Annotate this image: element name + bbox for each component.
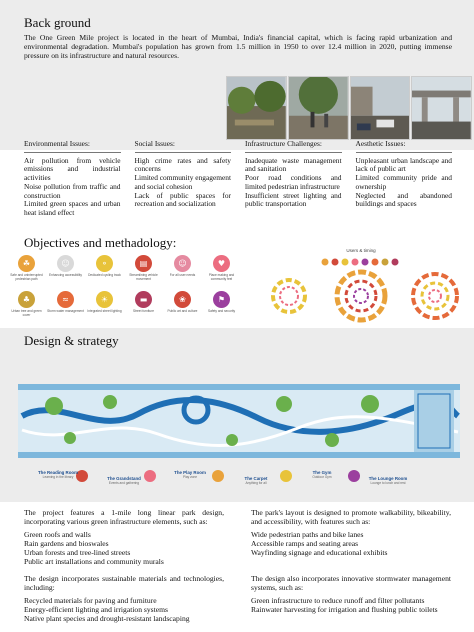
site-photo-1 [226,76,287,140]
objective-item [86,255,123,278]
objective-caption: Urban tree and green cover [11,309,42,317]
design-list-item: Wayfinding signage and educational exhibits [251,548,388,557]
objective-item [203,291,240,314]
infrastructure-issues [245,140,342,218]
water-icon: ≈ [57,291,74,308]
issue-item: Unpleasant urban landscape and lack of public art [355,155,452,174]
zone-name: The Play Room [174,470,206,475]
objective-caption: Safe and uninterrupted pedestrian path [10,273,43,281]
objective-item [8,291,45,318]
zone-description: Learning in the library [42,475,74,479]
issue-heading: Aesthetic Issues: [356,140,453,153]
issue-item: Inadequate waste management and sanitation [245,155,342,174]
issue-item: Air pollution from vehicle emissions and industrial activities [24,155,121,183]
zone-label [294,470,350,480]
site-photo-4 [411,76,472,140]
design-text-right [251,508,451,614]
objective-item [8,255,45,282]
people-icon: ☺ [57,255,74,272]
objective-item [125,255,162,282]
issue-item: Lack of public spaces for recreation and socialization [134,190,231,209]
design-text-left [24,508,224,623]
environmental-issues [24,140,121,218]
design-list-item: Green roofs and walls [24,530,91,539]
objective-item [47,291,84,314]
design-list-item: Rainwater harvesting for irrigation and flushing public toilets [251,605,438,614]
objective-item [125,291,162,314]
zone-label [360,476,416,486]
security-icon: ⚑ [213,291,230,308]
design-paragraph: The design incorporates sustainable materials and technologies, including: [24,574,224,592]
zone-label [30,470,86,480]
issues-grid [24,140,452,218]
design-list-item: Energy-efficient lighting and irrigation systems [24,605,168,614]
issue-heading: Infrastructure Challenges: [245,140,342,153]
family-icon: ☺ [174,255,191,272]
objective-caption: Street furniture [132,309,155,313]
zone-label [228,476,284,486]
site-photo-3 [350,76,411,140]
zone-description: Anything for all [245,481,267,485]
zone-name: The Grandstand [107,476,141,481]
design-list-item: Rain gardens and bioswales [24,539,109,548]
objective-caption: Public art and culture [167,309,198,313]
objectives-title: Objectives and methadology: [24,235,177,250]
objective-caption: Place making and community feel [208,273,235,281]
objective-caption: Dedicated cycling track [88,273,121,277]
design-list-item: Recycled materials for paving and furniture [24,596,157,605]
design-list-item: Urban forests and tree-lined streets [24,548,131,557]
zone-label [96,476,152,486]
issue-item: Noise pollution from traffic and construction [24,181,121,200]
issue-item: Limited community pride and ownership [355,173,452,191]
objective-item [86,291,123,314]
design-list-item: Native plant species and drought-resistant landscaping [24,614,190,623]
objective-caption: Integrated street lighting [87,309,122,313]
site-photo-2 [288,76,349,140]
objective-caption: For all user needs [169,273,196,277]
design-list-item: Accessible ramps and seating areas [251,539,359,548]
objective-icons [8,255,243,329]
lamp-icon: ☀ [96,291,113,308]
zone-description: Lounge to lunch and rest [370,481,406,485]
aesthetic-issues [356,140,453,218]
users-timing-graphic [255,248,467,328]
design-list-item: Green infrastructure to reduce runoff and filter pollutants [251,596,425,605]
issue-item: High crime rates and safety concerns [134,155,231,174]
zone-description: Events and gathering [108,481,140,485]
issue-item: Insufficient street lighting and public transportation [245,190,342,209]
zone-name: The Lounge Room [368,476,408,481]
car-icon: ▤ [135,255,152,272]
tree-icon: ♣ [18,291,35,308]
bicycle-icon: ⚬ [96,255,113,272]
leaf-icon: ☘ [18,255,35,272]
heart-icon: ♥ [213,255,230,272]
users-timing-title: Users & timing [346,248,376,253]
design-paragraph: The park's layout is designed to promote walkability, bikeability, and accessibility, with features such as: [251,508,451,526]
users-timing-diagram [255,248,467,328]
issue-item: Poor road conditions and limited pedestrian infrastructure [245,173,342,191]
issue-item: Neglected and abandoned buildings and spaces [355,190,452,209]
objective-caption: Streamlining vehicle movement [129,273,158,281]
design-paragraph: The design also incorporates innovative stormwater management systems, such as: [251,574,451,592]
design-list-item: Wide pedestrian paths and bike lanes [251,530,364,539]
zone-description: Outdoor Gym [312,475,332,479]
social-issues [135,140,232,218]
zone-name: The Carpet [244,476,268,481]
objective-item [164,255,201,278]
background-intro: The One Green Mile project is located in the heart of Mumbai, India's financial capital, which is facing rapid urbanization and environmental degradation. Mumbai's population has grown from 1.5 million in 1950 to over 12.4 million in 2020, putting immense pressure on its infrastructure and natural resources. [24,33,452,61]
background-title: Back ground [24,15,91,30]
issue-heading: Environmental Issues: [24,140,121,153]
design-zones [20,470,450,500]
design-paragraph: The project features a 1-mile long linear park design, incorporating various green infrastructure elements, such as: [24,508,224,526]
bench-icon: ▬ [135,291,152,308]
issue-item: Limited green spaces and urban heat island effect [24,199,121,217]
design-title: Design & strategy [24,333,119,348]
objective-caption: Storm water management [47,309,84,313]
zone-name: The Gym [312,470,332,475]
zone-description: Play zone [183,475,197,479]
linear-park-plan [18,356,460,488]
issue-item: Limited community engagement and social cohesion [134,173,231,191]
art-icon: ❀ [174,291,191,308]
objective-caption: Enhancing accessibility [49,273,82,277]
zone-name: The Reading Room [37,470,78,475]
site-photos [226,76,472,140]
issue-heading: Social Issues: [135,140,232,153]
objective-item [203,255,240,282]
zone-label [162,470,218,480]
design-list-item: Public art installations and community murals [24,557,164,566]
objective-item [164,291,201,314]
objective-item [47,255,84,278]
objective-caption: Safety and security [207,309,236,313]
